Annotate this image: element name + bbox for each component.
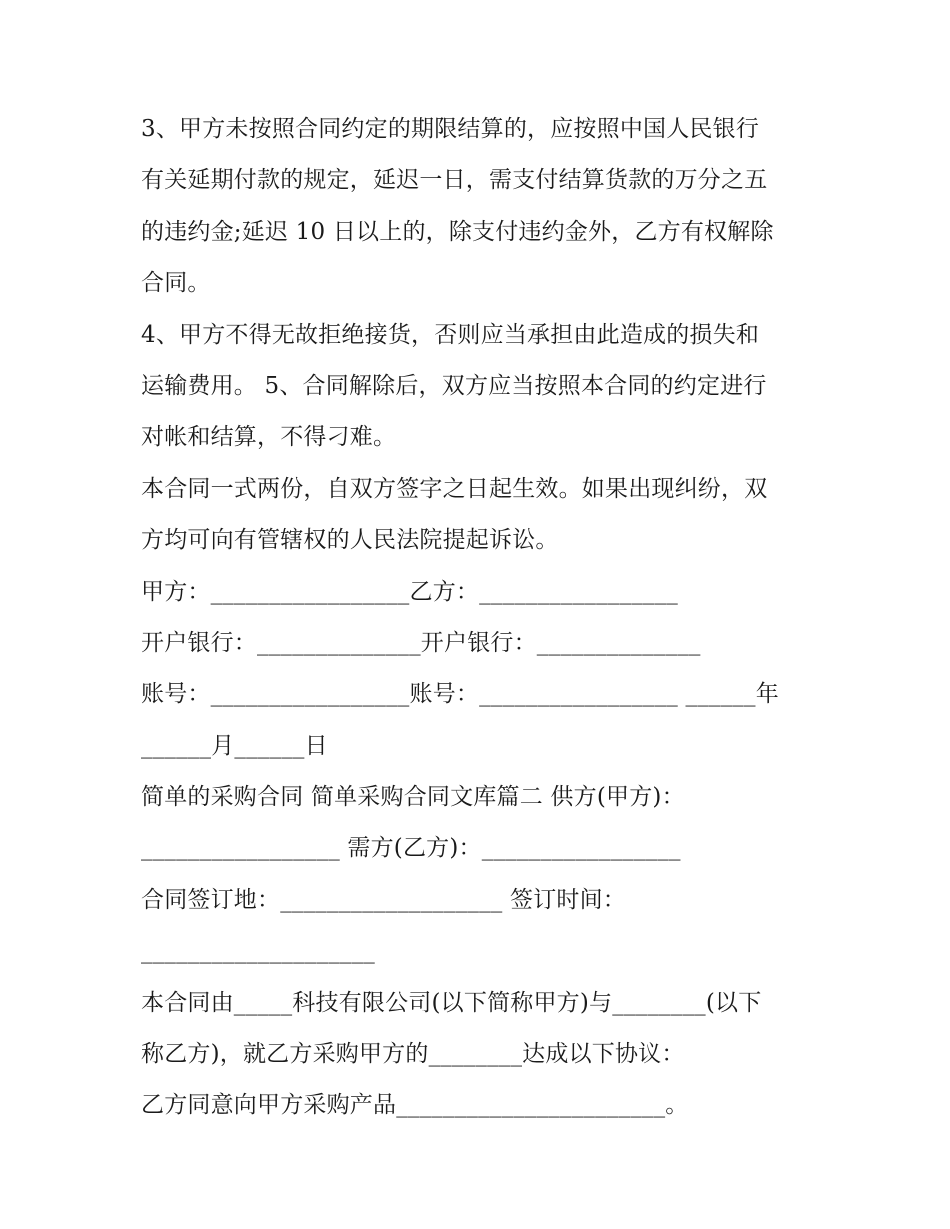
signing-place-line: 合同签订地：___________________ 签订时间： — [141, 886, 627, 913]
section-title-line: 简单的采购合同 简单采购合同文库篇二 供方(甲方)： — [141, 784, 685, 811]
text-line-8: 本合同一式两份，自双方签字之日起生效。如果出现纠纷，双 — [141, 475, 768, 502]
date-line: ______月______日 — [141, 732, 328, 759]
text-line-20: 乙方同意向甲方采购产品_______________________。 — [141, 1092, 689, 1119]
document-page — [141, 104, 821, 1132]
bank-line: 开户银行：______________开户银行：______________ — [141, 629, 701, 656]
text-line-7: 对帐和结算，不得刁难。 — [141, 424, 397, 451]
supplier-buyer-line: _________________ 需方(乙方)：_________________ — [141, 835, 681, 862]
text-line-3: 的违约金;延迟 10 日以上的，除支付违约金外，乙方有权解除 — [141, 218, 774, 245]
signature-party-line: 甲方：_________________乙方：_________________ — [141, 578, 678, 605]
text-line-1: 3、甲方未按照合同约定的期限结算的，应按照中国人民银行 — [141, 116, 760, 142]
account-line: 账号：_________________账号：_________________ ______年 — [141, 681, 779, 708]
text-line-19: 称乙方)，就乙方采购甲方的________达成以下协议： — [141, 1041, 685, 1068]
text-line-18: 本合同由_____科技有限公司(以下简称甲方)与________(以下 — [141, 989, 762, 1016]
signing-time-blank: ____________________ — [141, 938, 375, 965]
text-line-5: 4、甲方不得无故拒绝接货，否则应当承担由此造成的损失和 — [141, 321, 760, 348]
text-line-2: 有关延期付款的规定，延迟一日，需支付结算货款的万分之五 — [141, 167, 768, 194]
text-line-6: 运输费用。 5、合同解除后，双方应当按照本合同的约定进行 — [141, 372, 767, 399]
text-line-9: 方均可向有管辖权的人民法院提起诉讼。 — [141, 527, 559, 554]
text-line-4: 合同。 — [141, 270, 211, 297]
